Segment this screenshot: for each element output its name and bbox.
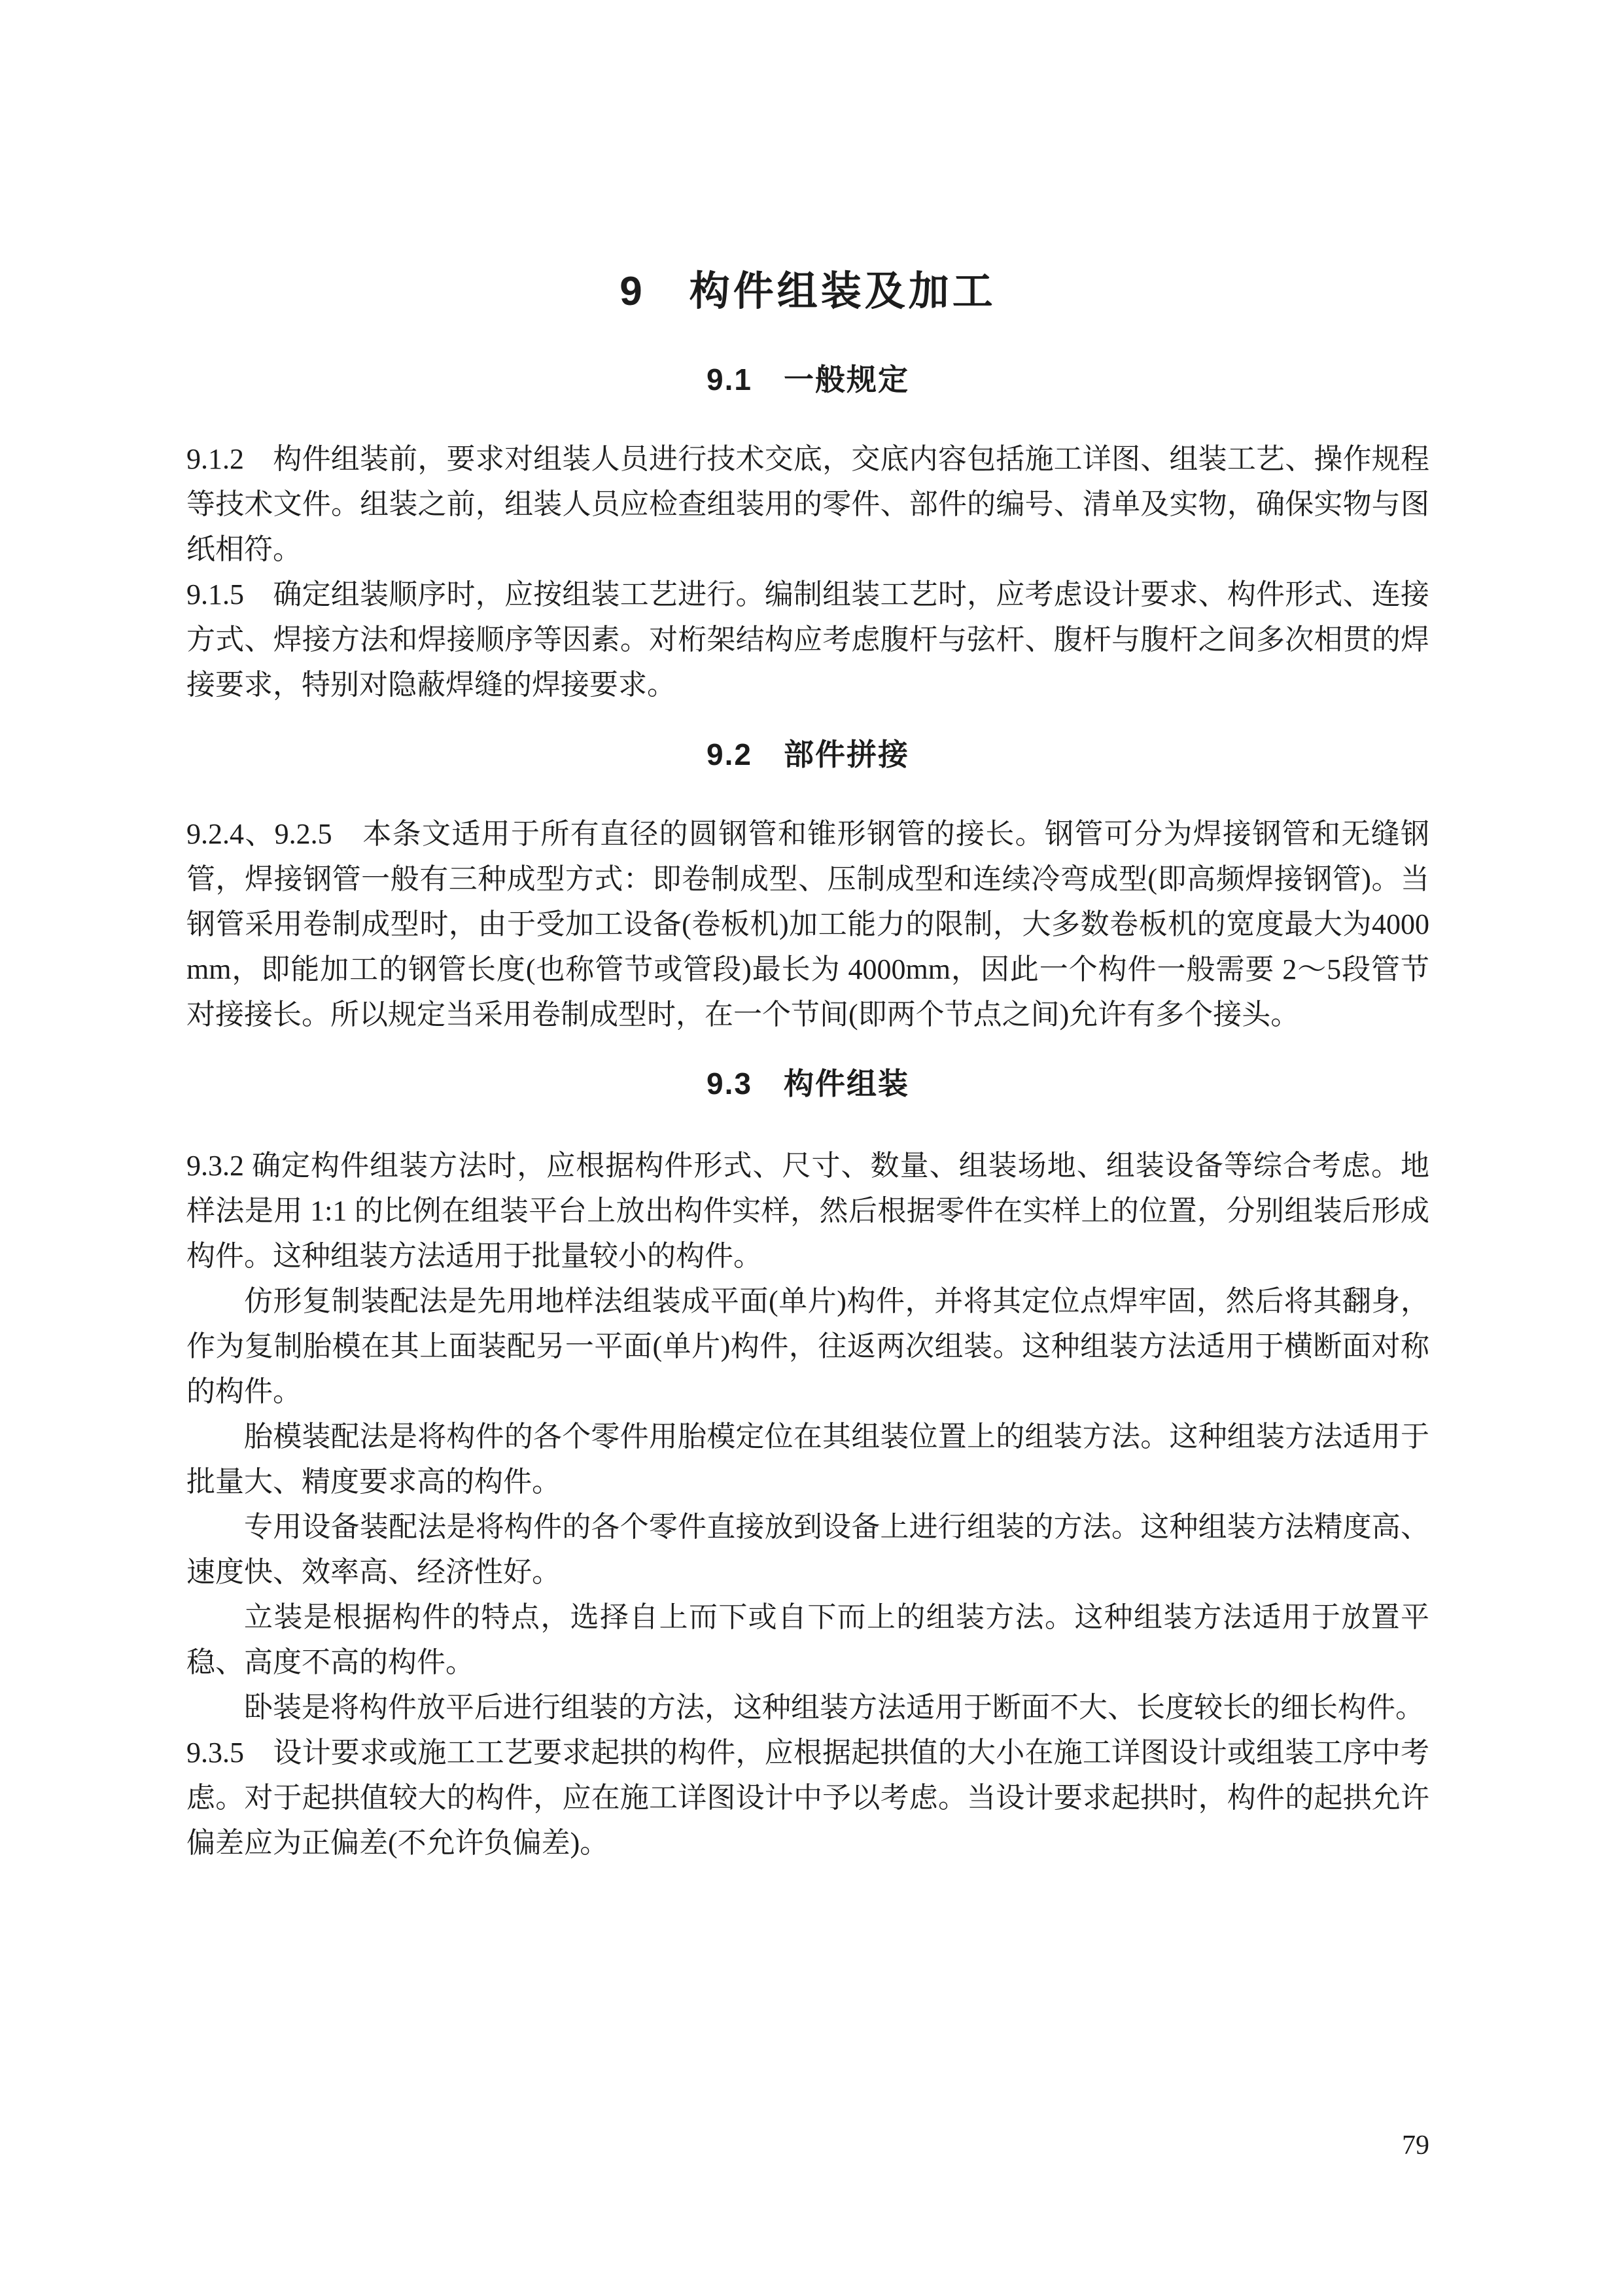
section-9-2-heading: 9.2 部件拼接 [707, 737, 909, 771]
clause-9-1-5: 9.1.5 确定组装顺序时，应按组装工艺进行。编制组装工艺时，应考虑设计要求、构件形式、连接方式、焊接方法和焊接顺序等因素。对桁架结构应考虑腹杆与弦杆、腹杆与腹杆之间多次相贯的焊接要求，特别对隐蔽焊缝的焊接要求。 [186, 578, 1429, 701]
page-number: 79 [1402, 2130, 1429, 2161]
section-9-2 [186, 739, 1429, 1037]
paragraph-jig-assembly-method: 胎模装配法是将构件的各个零件用胎模定位在其组装位置上的组装方法。这种组装方法适用于批量大、精度要求高的构件。 [186, 1421, 1429, 1498]
section-9-3-heading: 9.3 构件组装 [707, 1067, 909, 1101]
section-9-1-heading: 9.1 一般规定 [707, 362, 909, 397]
page-content [186, 0, 1429, 1865]
paragraph-horizontal-assembly: 卧装是将构件放平后进行组装的方法，这种组装方法适用于断面不大、长度较长的细长构件。 [244, 1691, 1424, 1723]
clause-9-2-4-9-2-5: 9.2.4、9.2.5 本条文适用于所有直径的圆钢管和锥形钢管的接长。钢管可分为焊接钢管和无缝钢管，焊接钢管一般有三种成型方式：即卷制成型、压制成型和连续冷弯成型(即高频焊接钢管)。当钢管采用卷制成型时，由于受加工设备(卷板机)加工能力的限制，大多数卷板机的宽度最大为4000mm，即能加工的钢管长度(也称管节或管段)最长为 4000mm，因此一个构件一般需要 2～5段管节对接接长。所以规定当采用卷制成型时，在一个节间(即两个节点之间)允许有多个接头。 [186, 818, 1429, 1031]
section-9-1 [186, 364, 1429, 707]
paragraph-vertical-assembly: 立装是根据构件的特点，选择自上而下或自下而上的组装方法。这种组装方法适用于放置平稳、高度不高的构件。 [186, 1601, 1429, 1678]
paragraph-copy-forming-method: 仿形复制装配法是先用地样法组装成平面(单片)构件，并将其定位点焊牢固，然后将其翻身，作为复制胎模在其上面装配另一平面(单片)构件，往返两次组装。这种组装方法适用于横断面对称的构件。 [186, 1285, 1429, 1407]
clause-9-1-2: 9.1.2 构件组装前，要求对组装人员进行技术交底，交底内容包括施工详图、组装工艺、操作规程等技术文件。组装之前，组装人员应检查组装用的零件、部件的编号、清单及实物，确保实物与图纸相符。 [186, 443, 1429, 565]
section-9-3 [186, 1069, 1429, 1865]
paragraph-special-equipment-method: 专用设备装配法是将构件的各个零件直接放到设备上进行组装的方法。这种组装方法精度高、速度快、效率高、经济性好。 [186, 1511, 1429, 1588]
chapter-title: 9 构件组装及加工 [620, 269, 996, 314]
clause-9-3-2: 9.3.2 确定构件组装方法时，应根据构件形式、尺寸、数量、组装场地、组装设备等综合考虑。地样法是用 1:1 的比例在组装平台上放出构件实样，然后根据零件在实样上的位置，分别组装后形成构件。这种组装方法适用于批量较小的构件。 [186, 1150, 1429, 1272]
clause-9-3-5: 9.3.5 设计要求或施工工艺要求起拱的构件，应根据起拱值的大小在施工详图设计或组装工序中考虑。对于起拱值较大的构件，应在施工详图设计中予以考虑。当设计要求起拱时，构件的起拱允许偏差应为正偏差(不允许负偏差)。 [186, 1737, 1429, 1859]
